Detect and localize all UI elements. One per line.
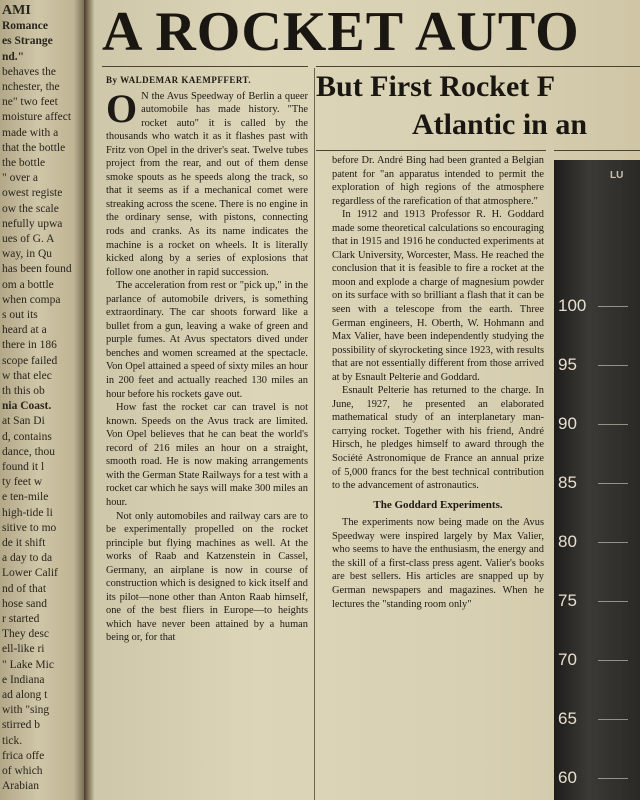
paragraph-text: N the Avus Speedway of Berlin a queer automobile has made history. "The rocket auto" it is called by the thousands who watch it as it flashes past with Fritz von Opel in the driver's seat. Twelve tubes project from the rear, and out of them dense smoke spouts as he speeds along the track, so that it seems as if a mechanical comet were streaking across the scene. There is no engine in the ordinary sense, with pistons, connecting rods and cranks. As its name indicates the machine is a rocket on wheels. It is literally kicked along by a series of explosions that follow one another in rapid succession.	[106, 90, 308, 278]
column-divider-1	[314, 68, 315, 800]
article-paragraph	[106, 401, 308, 509]
scale-tick-label: 80	[558, 532, 577, 551]
left-page-text-fragment: scope failed	[2, 354, 58, 367]
scale-tick-label: 60	[558, 768, 577, 787]
photo-thermometer-scale	[554, 160, 640, 800]
scale-tick-label: 65	[558, 709, 577, 728]
left-page-text-fragment: Romance	[2, 20, 48, 33]
newspaper-page	[94, 0, 640, 800]
left-page-text-fragment: ues of G. A	[2, 233, 55, 245]
article-paragraph: Esnault Pelterie has returned to the charge. In June, 1927, he presented an elaborated mathematical study of an interplanetary man-carrying rocket. Together with his friend, André Hirsch, he pledges himself to award through the Société Astronomique de France an annual prize of 5,000 francs for the best technical contribution to the advancement of astronautics.	[332, 385, 544, 492]
paragraph-text: The acceleration from rest or "pick up," in the parlance of automobile drivers, is something extraordinary. The car shoots forward like a bullet from a gun, leaving a wake of green and purple fumes. At Avus spectators dived under benches and women screamed at the spectacle. Von Opel attained a speed of sixty miles an hour in 200 feet and actually reached 130 miles an hour before his rockets gave out.	[106, 280, 308, 400]
byline: By WALDEMAR KAEMPFFERT.	[106, 75, 252, 85]
article-paragraph	[106, 510, 308, 645]
column-2-body	[332, 154, 544, 493]
article-paragraph	[106, 85, 308, 280]
left-page-text-fragment: nd of that	[2, 582, 47, 595]
left-page-text-fragment: has been found	[2, 263, 72, 276]
subheadline-line-2: Atlantic in an	[412, 108, 588, 141]
left-page-text-fragment: th this ob	[2, 385, 45, 397]
left-page-text-fragment: dance, thou	[2, 445, 56, 458]
left-page-text-fragment: that the bottle	[2, 141, 66, 154]
left-page-text-fragment: w that elec	[2, 369, 52, 382]
left-page-text-fragment: They desc	[2, 628, 49, 641]
photo-margin	[546, 150, 554, 800]
left-page-text-fragment: when compa	[2, 293, 61, 306]
photo-corner-text: LU	[610, 170, 624, 181]
drop-cap: O	[106, 85, 138, 131]
left-page-text-fragment: owest registe	[2, 187, 63, 200]
column-1-body	[106, 85, 308, 645]
scale-tick-label: 95	[558, 355, 577, 374]
scale-tick-label: 100	[558, 296, 587, 315]
left-page-text-fragment: found it l	[2, 461, 45, 473]
left-page-text-fragment: stirred b	[2, 719, 41, 732]
left-page-text-fragment: r started	[2, 613, 40, 625]
left-page-text-fragment: ad along t	[2, 689, 48, 701]
left-page-text-fragment: d, contains	[2, 430, 52, 443]
left-page-text-fragment: ne" two feet	[2, 96, 58, 109]
article-paragraph	[106, 279, 308, 401]
paragraph-text: Not only automobiles and railway cars are to be experimentally propelled on the rocket principle but flying machines as well. At the works of Raab and Katzenstein in Cassel, Germany, an airplane is now in course of construction which is designed to kick itself and its pilot—none other than Anton Raab himself, one of the best fliers in Europe—to heights which have never been attained by a human being or, for that	[106, 510, 308, 644]
headline: A ROCKET AUTO	[102, 1, 580, 63]
left-page-text-fragment: sitive to mo	[2, 521, 57, 534]
left-page-text-fragment: " Lake Mic	[2, 658, 54, 671]
article-column-2	[332, 154, 544, 611]
scale-tick-label: 70	[558, 650, 577, 669]
left-page-text-fragment: hose sand	[2, 597, 48, 610]
left-page-text-fragment: ow the scale	[2, 202, 59, 215]
left-page-text-fragment: ty feet w	[2, 476, 43, 489]
left-page-text-fragment: " over a	[2, 172, 38, 185]
left-page-text-fragment: ell-like ri	[2, 643, 45, 656]
scale-tick-label: 90	[558, 414, 577, 433]
left-page-text-fragment: way, in Qu	[2, 248, 53, 261]
left-page-text-fragment: there in 186	[2, 339, 57, 352]
subheadline-line-1: But First Rocket F	[316, 70, 556, 103]
article-paragraph: The experiments now being made on the Avus Speedway were inspired largely by Max Valier, who seems to have the enthusiasm, the energy and the skill of a first-class press agent. Valier's books are best sellers. His articles are snapped up by German newspapers and magazines. When he lectures the "standing room only"	[332, 517, 544, 610]
left-page-text-fragment: es Strange	[2, 35, 53, 48]
left-page-text-fragment: made with a	[2, 126, 59, 139]
left-page-text-fragment: frica offe	[2, 749, 45, 762]
left-page-text-fragment: nchester, the	[2, 81, 60, 93]
article-column-1	[106, 74, 308, 645]
article-paragraph: In 1912 and 1913 Professor R. H. Goddard made some theoretical calculations so encouraging that in 1915 and 1916 he conducted experiments at Clark University, Worcester, Mass. He reached the conclusion that it is feasible to fire a rocket at the moon and explode a charge of magnesium powder on its surface with so brilliant a flash that it can be seen with a telescope from the earth. Three German engineers, H. Oberth, W. Hohmann and Max Valier, have been independently studying the possibility of skyrocketing since 1923, with results that are not essentially different from those arrived at by Esnault Pelterie and Goddard.	[332, 209, 544, 383]
left-page-text-fragment: moisture affect	[2, 111, 72, 124]
left-page-text-fragment: s out its	[2, 309, 38, 321]
left-page-text-fragment: Lower Calif	[2, 567, 58, 580]
scale-tick-label: 85	[558, 473, 577, 492]
left-page-text-fragment: nd."	[2, 50, 25, 63]
left-page-text-fragment: heard at a	[2, 324, 47, 337]
left-page-text-fragment: AMI	[2, 3, 31, 18]
headline-rule	[102, 66, 308, 67]
left-page-text-fragment: Arabian	[2, 780, 40, 793]
left-page-text-fragment: with "sing	[2, 704, 50, 717]
left-page-text-fragment: the bottle	[2, 157, 46, 169]
subheadline-rule	[316, 150, 640, 151]
left-page-text-fragment: tick.	[2, 734, 23, 747]
left-page-text-fragment: om a bottle	[2, 278, 54, 291]
left-page-text-fragment: behaves the	[2, 65, 56, 78]
left-page-text-fragment: de it shift	[2, 537, 46, 549]
left-page-text-fragment: a day to da	[2, 552, 53, 565]
left-page-text-fragment: at San Di	[2, 415, 45, 428]
previous-page-strip	[0, 0, 84, 800]
paragraph-text: How fast the rocket car can travel is not known. Speeds on the Avus track are limited. Von Opel believes that he can beat the world's record of 216 miles an hour on a straight, smooth road. He is now making arrangements with the German State Railways for a test with a rocket car which he says will make 300 miles an hour.	[106, 402, 308, 508]
section-heading: The Goddard Experiments.	[373, 498, 503, 511]
left-page-text-fragment: nefully upwa	[2, 217, 63, 230]
article-paragraph: before Dr. André Bing had been granted a Belgian patent for "an apparatus intended to permit the exploration of high regions of the atmosphere regardless of the rarefication of that atmosphere."	[332, 155, 544, 207]
scale-tick-label: 75	[558, 591, 577, 610]
left-page-text-fragment: nia Coast.	[2, 400, 52, 413]
left-page-text-fragment: e Indiana	[2, 673, 45, 686]
book-gutter	[84, 0, 94, 800]
left-page-text-fragment: e ten-mile	[2, 491, 49, 504]
left-page-text-fragment: of which	[2, 765, 43, 777]
headline-rule-right	[316, 66, 640, 67]
left-page-text-fragment: high-tide li	[2, 506, 53, 519]
column-2-body-continued	[332, 516, 544, 611]
